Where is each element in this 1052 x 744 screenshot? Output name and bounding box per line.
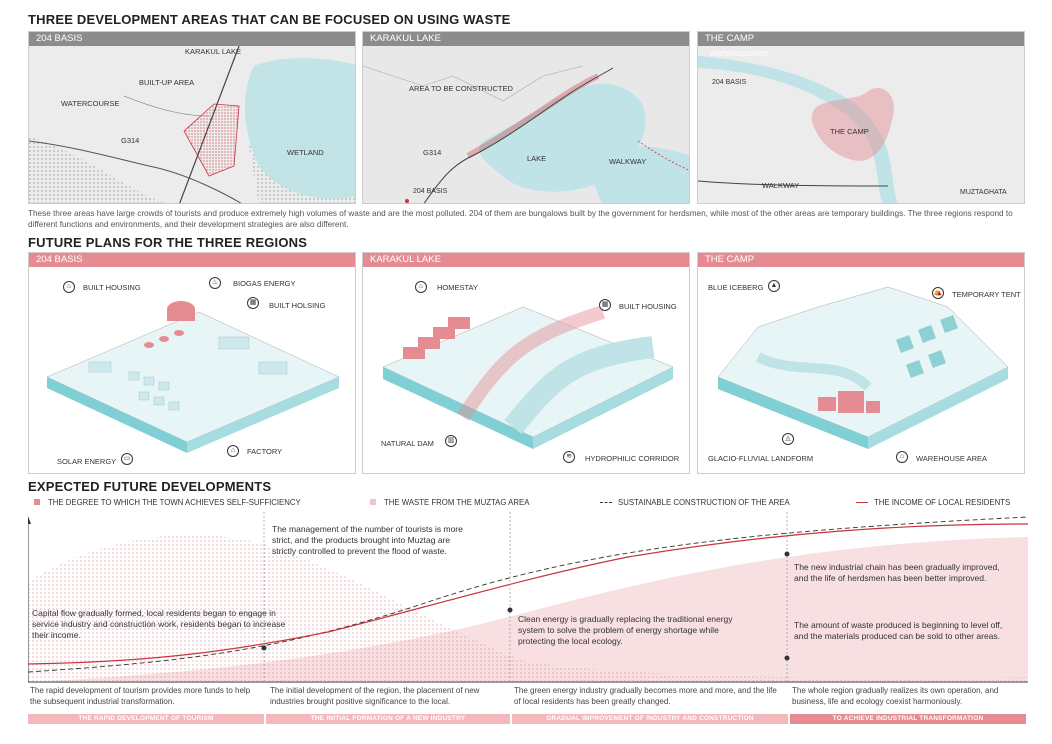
footnote-1: The rapid development of tourism provides more funds to help the subsequent industrial transformation. [30,686,251,706]
label-204-basis: 204 BASIS [413,188,448,195]
annotation-clean-energy: Clean energy is gradually replacing the traditional energy system to solve the problem of energy shortage while protecting the local ecology. [518,614,733,646]
iceberg-icon: ▲ [768,280,780,292]
homestay-icon: ⌂ [415,281,427,293]
house-icon: ⌂ [63,281,75,293]
annotation-waste-level: The amount of waste produced is beginning to level off, and the materials produced can be sold to other areas. [794,620,1003,641]
label-muztaghata: MUZTAGHATA [960,189,1007,196]
section2-title: FUTURE PLANS FOR THE THREE REGIONS [28,235,308,250]
development-chart [28,512,1028,684]
map-panel-204-basis [28,31,356,204]
label-natural-dam: NATURAL DAM [381,439,434,448]
label-solar-energy: SOLAR ENERGY [57,457,117,466]
label-lake: LAKE [527,154,547,163]
panel-header: 204 BASIS [29,253,355,267]
label-built-housing: BUILT HOUSING [619,302,677,311]
factory-icon: ⌂ [227,445,239,457]
solar-panel-icon: ▭ [121,453,133,465]
map-panel-the-camp [697,31,1025,204]
dotted-pink-swatch [370,499,376,505]
landform-icon: ◬ [782,433,794,445]
label-built-housing: BUILT HOUSING [83,283,141,292]
panel-header: THE CAMP [698,32,1024,46]
legend-self-sufficiency: THE DEGREE TO WHICH THE TOWN ACHIEVES SELF-SUFFICIENCY [34,498,301,507]
label-walkway: WALKWAY [609,157,647,166]
building-icon: ▦ [247,297,259,309]
dashed-line-swatch [600,502,612,503]
label-wetland: WETLAND [287,148,324,157]
map-panel-karakul-lake [362,31,690,204]
plan-204-basis-iso [29,267,356,474]
label-karakul-lake: KARAKUL LAKE [185,47,241,56]
label-hydrophilic-corridor: HYDROPHILIC CORRIDOR [585,454,680,463]
stage-1: THE RAPID DEVELOPMENT OF TOURISM [28,714,264,724]
map-204-basis [29,46,356,204]
footnote-4: The whole region gradually realizes its own operation, and business, life and ecology coexist harmoniously. [792,686,999,706]
red-line-swatch [856,502,868,503]
footnote-3: The green energy industry gradually becomes more and more, and the life of local residents has been greatly changed. [514,686,777,706]
map-the-camp [698,46,1025,204]
label-g314: G314 [423,148,442,157]
label-glacio-fluvial-landform: GLACIO-FLUVIAL LANDFORM [708,454,814,463]
corridor-icon: ≋ [563,451,575,463]
biogas-icon: ♨ [209,277,221,289]
label-area-to-be-constructed: AREA TO BE CONSTRUCTED [409,84,513,93]
section3-title: EXPECTED FUTURE DEVELOPMENTS [28,479,272,494]
section1-description: These three areas have large crowds of tourists and produce extremely high volumes of waste and are the most polluted. 204 of them are bungalows built by the government for herdsmen, while most of the other areas are temporary buildings. The three regions respond to different functions and environments, and their development strategies are also different. [28,209,1013,229]
warehouse-icon: ⌂ [896,451,908,463]
plan-panel-the-camp [697,252,1025,474]
label-factory: FACTORY [247,447,283,456]
label-the-camp: THE CAMP [830,127,869,136]
label-temporary-tent: TEMPORARY TENT [952,290,1021,299]
panel-header: KARAKUL LAKE [363,253,689,267]
map-karakul-lake [363,46,690,204]
tent-icon: ⛺ [932,287,944,299]
label-built-up-area: BUILT-UP AREA [139,78,195,87]
label-watercourse: WATERCOURSE [710,49,769,58]
label-walkway: WALKWAY [762,181,800,190]
label-homestay: HOMESTAY [437,283,478,292]
label-204-basis: 204 BASIS [712,79,747,86]
label-watercourse: WATERCOURSE [61,99,120,108]
label-built-holsing: BUILT HOLSING [269,301,326,310]
solid-pink-swatch [34,499,40,505]
panel-header: 204 BASIS [29,32,355,46]
stage-4: TO ACHIEVE INDUSTRIAL TRANSFORMATION [790,714,1026,724]
annotation-industrial-chain: The new industrial chain has been gradually improved, and the life of herdsmen has been better improved. [794,562,1000,583]
stage-2: THE INITIAL FORMATION OF A NEW INDUSTRY [266,714,510,724]
legend-sustainable: SUSTAINABLE CONSTRUCTION OF THE AREA [600,498,790,507]
annotation-tourist-management: The management of the number of tourists is more strict, and the products brought into Muztag are strictly controlled to prevent the flood of waste. [272,524,463,556]
panel-header: KARAKUL LAKE [363,32,689,46]
label-biogas-energy: BIOGAS ENERGY [233,279,296,288]
building-icon: ▦ [599,299,611,311]
legend-income: THE INCOME OF LOCAL RESIDENTS [856,498,1010,507]
footnote-2: The initial development of the region, the placement of new industries brought positive significance to the local. [270,686,480,706]
plan-panel-karakul-lake [362,252,690,474]
label-g314: G314 [121,136,140,145]
annotation-capital-flow: Capital flow gradually formed, local residents began to engage in service industry and construction work, residents began to increase their income. [32,608,286,640]
label-blue-iceberg: BLUE ICEBERG [708,283,764,292]
dam-icon: ▥ [445,435,457,447]
section1-title: THREE DEVELOPMENT AREAS THAT CAN BE FOCUSED ON USING WASTE [28,12,511,27]
label-warehouse-area: WAREHOUSE AREA [916,454,987,463]
stage-3: GRADUAL IMPROVEMENT OF INDUSTRY AND CONSTRUCTION [512,714,788,724]
panel-header: THE CAMP [698,253,1024,267]
legend-waste: THE WASTE FROM THE MUZTAG AREA [370,498,529,507]
plan-panel-204-basis [28,252,356,474]
